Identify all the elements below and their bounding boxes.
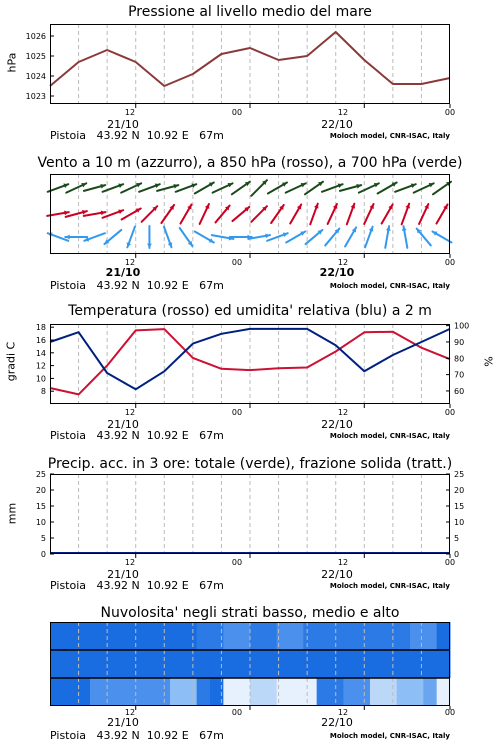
x-tick-label: 12 bbox=[337, 108, 349, 117]
credit-label: Moloch model, CNR-ISAC, Italy bbox=[329, 582, 450, 590]
clouds-plot bbox=[50, 622, 450, 706]
y-tick-label: 20 bbox=[35, 486, 46, 495]
cloud-cell bbox=[183, 622, 197, 650]
precip-title: Precip. acc. in 3 ore: totale (verde), frazione solida (tratt.) bbox=[47, 456, 453, 472]
humidity-ylabel: % bbox=[482, 356, 496, 367]
cloud-cell bbox=[223, 650, 237, 678]
plot-frame bbox=[51, 475, 450, 554]
x-date-label: 22/10 bbox=[321, 418, 353, 431]
cloud-cell bbox=[223, 678, 237, 706]
y-tick-label: 5 bbox=[454, 534, 460, 543]
cloud-cell bbox=[117, 678, 131, 706]
cloud-cell bbox=[197, 622, 211, 650]
cloud-cell bbox=[223, 622, 237, 650]
credit-label: Moloch model, CNR-ISAC, Italy bbox=[329, 732, 450, 740]
cloud-cell bbox=[143, 622, 157, 650]
cloud-cell bbox=[197, 650, 211, 678]
cloud-cell bbox=[50, 650, 64, 678]
cloud-cell bbox=[437, 622, 451, 650]
cloud-cell bbox=[343, 650, 357, 678]
x-tick-label: 00 bbox=[444, 408, 456, 417]
x-date-label: 21/10 bbox=[105, 266, 141, 279]
cloud-cell bbox=[143, 650, 157, 678]
x-tick-label: 00 bbox=[444, 708, 456, 717]
cloud-cell bbox=[237, 678, 251, 706]
cloud-cell bbox=[357, 678, 371, 706]
cloud-cell bbox=[237, 622, 251, 650]
clouds-panel bbox=[0, 600, 500, 750]
y-tick-label: 60 bbox=[454, 386, 465, 396]
y-tick-label: 20 bbox=[454, 486, 465, 495]
pressure-title: Pressione al livello medio del mare bbox=[128, 4, 372, 20]
x-date-label: 21/10 bbox=[107, 118, 139, 131]
y-tick-label: 8 bbox=[40, 387, 46, 397]
cloud-cell bbox=[90, 678, 104, 706]
precip-plot bbox=[35, 470, 465, 559]
plot-frame bbox=[51, 25, 450, 104]
cloud-cell bbox=[383, 622, 397, 650]
x-date-label: 21/10 bbox=[107, 716, 139, 729]
cloud-cell bbox=[117, 650, 131, 678]
y-tick-label: 1026 bbox=[25, 32, 46, 41]
cloud-cell bbox=[50, 622, 64, 650]
x-date-label: 21/10 bbox=[107, 568, 139, 581]
cloud-cell bbox=[130, 650, 144, 678]
temperature-title: Temperatura (rosso) ed umidita' relativa (blu) a 2 m bbox=[68, 303, 432, 319]
cloud-cell bbox=[90, 622, 104, 650]
cloud-cell bbox=[317, 622, 331, 650]
x-tick-label: 00 bbox=[231, 258, 243, 267]
cloud-cell bbox=[303, 650, 317, 678]
cloud-cell bbox=[170, 678, 184, 706]
y-tick-label: 90 bbox=[454, 337, 465, 347]
credit-label: Moloch model, CNR-ISAC, Italy bbox=[329, 282, 450, 290]
cloud-cell bbox=[183, 650, 197, 678]
cloud-cell bbox=[143, 678, 157, 706]
x-tick-label: 12 bbox=[124, 108, 136, 117]
y-tick-label: 25 bbox=[35, 470, 46, 479]
y-tick-label: 25 bbox=[454, 470, 465, 479]
cloud-cell bbox=[183, 678, 197, 706]
cloud-cell bbox=[343, 622, 357, 650]
cloud-cell bbox=[157, 622, 171, 650]
cloud-cell bbox=[197, 678, 211, 706]
x-tick-label: 12 bbox=[337, 258, 349, 267]
location-label: Pistoia 43.92 N 10.92 E 67m bbox=[50, 579, 224, 592]
cloud-cell bbox=[263, 650, 277, 678]
wind-panel bbox=[0, 150, 500, 300]
temperature-plot bbox=[35, 321, 470, 404]
plot-frame bbox=[51, 325, 450, 404]
cloud-cell bbox=[250, 650, 264, 678]
cloud-cell bbox=[397, 650, 411, 678]
pressure-chart bbox=[25, 24, 450, 104]
cloud-cell bbox=[170, 622, 184, 650]
x-tick-label: 00 bbox=[444, 108, 456, 117]
y-tick-label: 10 bbox=[35, 518, 46, 527]
cloud-cell bbox=[130, 678, 144, 706]
cloud-cell bbox=[103, 678, 117, 706]
y-tick-label: 15 bbox=[454, 502, 465, 511]
y-tick-label: 14 bbox=[35, 348, 46, 358]
cloud-cell bbox=[263, 678, 277, 706]
precip-chart bbox=[35, 470, 465, 559]
temperature-panel bbox=[0, 300, 500, 450]
wind-arrow-10m-head bbox=[65, 235, 69, 240]
x-tick-label: 12 bbox=[124, 408, 136, 417]
cloud-cell bbox=[103, 622, 117, 650]
pressure-ylabel: hPa bbox=[5, 52, 19, 73]
cloud-cell bbox=[63, 622, 77, 650]
x-date-label: 22/10 bbox=[319, 266, 355, 279]
cloud-cell bbox=[423, 650, 437, 678]
cloud-cell bbox=[250, 678, 264, 706]
location-label: Pistoia 43.92 N 10.92 E 67m bbox=[50, 279, 224, 292]
cloud-cell bbox=[237, 650, 251, 678]
cloud-cell bbox=[343, 678, 357, 706]
credit-label: Moloch model, CNR-ISAC, Italy bbox=[329, 132, 450, 140]
temperature-ylabel: gradi C bbox=[4, 341, 18, 382]
x-tick-label: 12 bbox=[124, 258, 136, 267]
cloud-cell bbox=[317, 678, 331, 706]
y-tick-label: 16 bbox=[35, 336, 46, 345]
cloud-cell bbox=[370, 650, 384, 678]
temperature-chart bbox=[35, 321, 470, 404]
cloud-cell bbox=[303, 622, 317, 650]
cloud-cell bbox=[437, 650, 451, 678]
cloud-cell bbox=[370, 678, 384, 706]
location-label: Pistoia 43.92 N 10.92 E 67m bbox=[50, 129, 224, 142]
y-tick-label: 12 bbox=[35, 361, 46, 371]
y-tick-label: 70 bbox=[454, 370, 465, 380]
y-tick-label: 1023 bbox=[25, 92, 46, 101]
cloud-cell bbox=[357, 650, 371, 678]
y-tick-label: 15 bbox=[35, 502, 46, 511]
cloud-cell bbox=[157, 678, 171, 706]
x-date-label: 22/10 bbox=[321, 118, 353, 131]
cloud-cell bbox=[357, 622, 371, 650]
y-tick-label: 100 bbox=[454, 321, 470, 331]
wind-chart bbox=[50, 174, 450, 254]
cloud-cell bbox=[303, 678, 317, 706]
cloud-cell bbox=[290, 650, 304, 678]
y-tick-label: 10 bbox=[35, 374, 46, 384]
x-tick-label: 12 bbox=[337, 408, 349, 417]
x-tick-label: 12 bbox=[337, 558, 349, 567]
cloud-cell bbox=[330, 650, 344, 678]
cloud-cell bbox=[423, 622, 437, 650]
precip-ylabel: mm bbox=[5, 502, 19, 525]
wind-plot bbox=[50, 174, 450, 254]
cloud-cell bbox=[370, 622, 384, 650]
cloud-cell bbox=[423, 678, 437, 706]
x-tick-label: 00 bbox=[444, 258, 456, 267]
precip-panel bbox=[0, 450, 500, 600]
x-tick-label: 00 bbox=[444, 558, 456, 567]
cloud-cell bbox=[437, 678, 451, 706]
cloud-cell bbox=[383, 650, 397, 678]
credit-label: Moloch model, CNR-ISAC, Italy bbox=[329, 432, 450, 440]
cloud-cell bbox=[263, 622, 277, 650]
y-tick-label: 18 bbox=[35, 323, 46, 333]
x-tick-label: 00 bbox=[231, 558, 243, 567]
y-tick-label: 0 bbox=[454, 550, 460, 559]
x-tick-label: 00 bbox=[231, 708, 243, 717]
cloud-cell bbox=[50, 678, 64, 706]
wind-title: Vento a 10 m (azzurro), a 850 hPa (rosso), a 700 hPa (verde) bbox=[37, 155, 463, 171]
x-tick-label: 12 bbox=[337, 708, 349, 717]
y-tick-label: 1024 bbox=[25, 72, 46, 81]
x-tick-label: 00 bbox=[231, 408, 243, 417]
x-tick-label: 00 bbox=[231, 108, 243, 117]
pressure-plot bbox=[25, 24, 450, 104]
cloud-cell bbox=[63, 650, 77, 678]
location-label: Pistoia 43.92 N 10.92 E 67m bbox=[50, 429, 224, 442]
x-tick-label: 12 bbox=[124, 558, 136, 567]
cloud-cell bbox=[117, 622, 131, 650]
clouds-title: Nuvolosita' negli strati basso, medio e alto bbox=[100, 605, 400, 621]
y-tick-label: 10 bbox=[454, 518, 465, 527]
clouds-chart bbox=[50, 622, 450, 706]
cloud-cell bbox=[63, 678, 77, 706]
cloud-cell bbox=[330, 678, 344, 706]
cloud-cell bbox=[290, 678, 304, 706]
cloud-cell bbox=[397, 678, 411, 706]
cloud-cell bbox=[290, 622, 304, 650]
cloud-cell bbox=[397, 622, 411, 650]
wind-arrow-10m-head bbox=[147, 244, 152, 248]
y-tick-label: 5 bbox=[40, 534, 46, 543]
cloud-cell bbox=[250, 622, 264, 650]
cloud-cell bbox=[90, 650, 104, 678]
location-label: Pistoia 43.92 N 10.92 E 67m bbox=[50, 729, 224, 742]
pressure-panel bbox=[0, 0, 500, 150]
y-tick-label: 1025 bbox=[25, 52, 46, 61]
x-tick-label: 12 bbox=[124, 708, 136, 717]
cloud-cell bbox=[170, 650, 184, 678]
cloud-cell bbox=[130, 622, 144, 650]
y-tick-label: 80 bbox=[454, 354, 465, 364]
x-date-label: 21/10 bbox=[107, 418, 139, 431]
cloud-cell bbox=[330, 622, 344, 650]
cloud-cell bbox=[317, 650, 331, 678]
x-date-label: 22/10 bbox=[321, 716, 353, 729]
cloud-cell bbox=[383, 678, 397, 706]
cloud-cell bbox=[103, 650, 117, 678]
y-tick-label: 0 bbox=[40, 550, 46, 559]
cloud-cell bbox=[157, 650, 171, 678]
x-date-label: 22/10 bbox=[321, 568, 353, 581]
